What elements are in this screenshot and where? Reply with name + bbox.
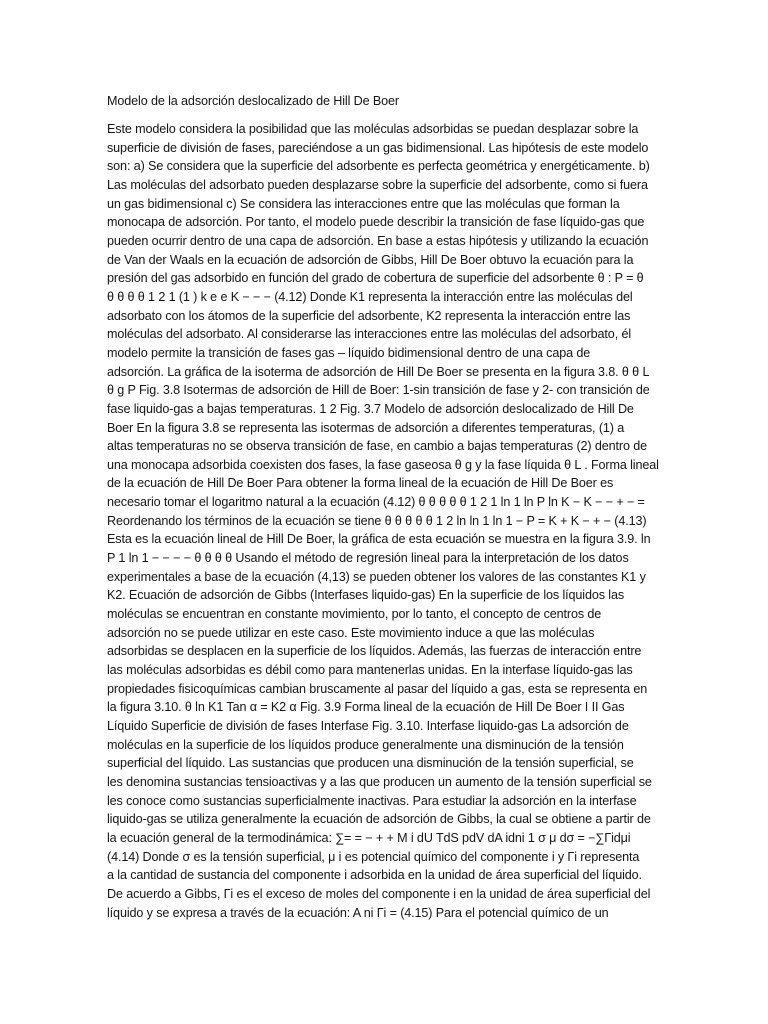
text-line: modelo permite la transición de fases gas – líquido bidimensional dentro de una capa de [107, 345, 591, 360]
text-line: P 1 ln 1 − − − − θ θ θ θ Usando el método de regresión lineal para la interpretación de los datos [107, 551, 629, 566]
text-line: moléculas se encuentran en constante movimiento, por lo tanto, el concepto de centros de [107, 607, 602, 622]
text-line: necesario tomar el logaritmo natural a la ecuación (4.12) θ θ θ θ θ 1 2 1 ln 1 ln P ln K − K − − + − = [107, 495, 645, 510]
text-line: son: a) Se considera que la superficie del adsorbente es perfecta geométrica y energéticamente. b) [107, 159, 650, 174]
text-line: experimentales a base de la ecuación (4,13) se pueden obtener los valores de las constantes K1 y [107, 569, 646, 584]
text-line: monocapa de adsorción. Por tanto, el modelo puede describir la transición de fase líquido-gas que [107, 215, 645, 230]
text-line: les conoce como sustancias superficialmente inactivas. Para estudiar la adsorción en la interfase [107, 793, 637, 808]
text-line: altas temperaturas no se observa transición de fase, en cambio a bajas temperaturas (2) dentro de [107, 439, 647, 454]
text-line: adsorción no se puede utilizar en este caso. Este movimiento induce a que las moléculas [107, 625, 595, 640]
text-line: Esta es la ecuación lineal de Hill De Boer, la gráfica de esta ecuación se muestra en la figura 3.9. ln [107, 532, 651, 547]
text-line: moléculas del adsorbato. Al considerarse las interacciones entre las moléculas del adsorbato, él [107, 327, 632, 342]
text-line: Este modelo considera la posibilidad que las moléculas adsorbidas se puedan desplazar sobre la [107, 122, 639, 136]
text-line: adsorbato con los átomos de la superficie del adsorbente, K2 representa la interacción entre las [107, 308, 631, 323]
text-line: presión del gas adsorbido en función del grado de cobertura de superficie del adsorbente θ : P = θ [107, 271, 644, 286]
text-line: θ θ θ θ 1 2 1 (1 ) k e e K − − − (4.12) Donde K1 representa la interacción entre las moléculas del [107, 289, 633, 304]
text-line: propiedades fisicoquímicas cambian bruscamente al pasar del líquido a gas, esta se representa en [107, 681, 648, 696]
text-line: adsorbidas se desplacen en la superficie de los líquidos. Además, las fuerzas de interacción entre [107, 644, 642, 659]
text-line: superficie de división de fases, pareciéndose a un gas bidimensional. Las hipótesis de este modelo [107, 140, 649, 155]
text-line: la figura 3.10. θ ln K1 Tan α = K2 α Fig. 3.9 Forma lineal de la ecuación de Hill De Boer I II Gas [107, 700, 625, 715]
document-title: Modelo de la adsorción deslocalizado de Hill De Boer [107, 94, 399, 108]
text-line: De acuerdo a Gibbs, Γi es el exceso de moles del componente i en la unidad de área superficial del [107, 886, 651, 901]
text-line: Reordenando los términos de la ecuación se tiene θ θ θ θ θ 1 2 ln ln 1 ln 1 − P = K + K − + − (4.13) [107, 513, 647, 528]
text-line: fase liquido-gas a bajas temperaturas. 1 2 Fig. 3.7 Modelo de adsorción deslocalizado de Hill De [107, 401, 634, 416]
document-body [107, 120, 707, 922]
text-line: adsorción. La gráfica de la isoterma de adsorción de Hill De Boer se presenta en la figura 3.8. θ θ L [107, 364, 650, 379]
text-line: pueden ocurrir dentro de una capa de adsorción. En base a estas hipótesis y utilizando la ecuación [107, 233, 649, 248]
text-line: Líquido Superficie de división de fases Interfase Fig. 3.10. Interfase liquido-gas La adsorción de [107, 719, 629, 733]
text-line: la ecuación general de la termodinámica: ∑= = − + + M i dU TdS pdV dA idni 1 σ μ dσ = −∑Γidμi [107, 830, 631, 845]
text-line: un gas bidimensional c) Se considera las interacciones entre que las moléculas que forman la [107, 196, 620, 211]
text-line: una monocapa adsorbida coexisten dos fases, la fase gaseosa θ g y la fase líquida θ L . Forma lineal [107, 457, 659, 472]
text-line: Las moléculas del adsorbato pueden desplazarse sobre la superficie del adsorbente, como si fuera [107, 177, 648, 192]
text-line: superficial del líquido. Las sustancias que producen una disminución de la tensión superficial, se [107, 756, 634, 771]
text-line: θ g P Fig. 3.8 Isotermas de adsorción de Hill de Boer: 1-sin transición de fase y 2- con transición de [107, 383, 650, 398]
text-line: las moléculas adsorbidas es débil como para mantenerlas unidas. En la interfase líquido-gas las [107, 663, 633, 678]
text-line: a la cantidad de sustancia del componente i adsorbida en la unidad de área superficial del líquido. [107, 868, 642, 883]
text-line: Boer En la figura 3.8 se representa las isotermas de adsorción a diferentes temperaturas, (1) a [107, 420, 625, 435]
text-line: de la ecuación de Hill De Boer Para obtener la forma lineal de la ecuación de Hill De Boer es [107, 476, 614, 491]
text-line: de Van der Waals en la ecuación de adsorción de Gibbs, Hill De Boer obtuvo la ecuación para la [107, 252, 634, 267]
text-line: les denomina sustancias tensioactivas y a las que producen un aumento de la tensión superficial se [107, 774, 652, 789]
text-line: liquido-gas se utiliza generalmente la ecuación de adsorción de Gibbs, la cual se obtiene a partir de [107, 812, 651, 827]
text-line: moléculas en la superficie de los líquidos produce generalmente una disminución de la tensión [107, 737, 624, 752]
text-line: líquido y se expresa a través de la ecuación: A ni Γi = (4.15) Para el potencial químico de un [107, 905, 609, 920]
text-line: K2. Ecuación de adsorción de Gibbs (Interfases liquido-gas) En la superficie de los líquidos las [107, 588, 625, 603]
text-line: (4.14) Donde σ es la tensión superficial, μ i es potencial químico del componente i y Γi representa [107, 849, 640, 864]
